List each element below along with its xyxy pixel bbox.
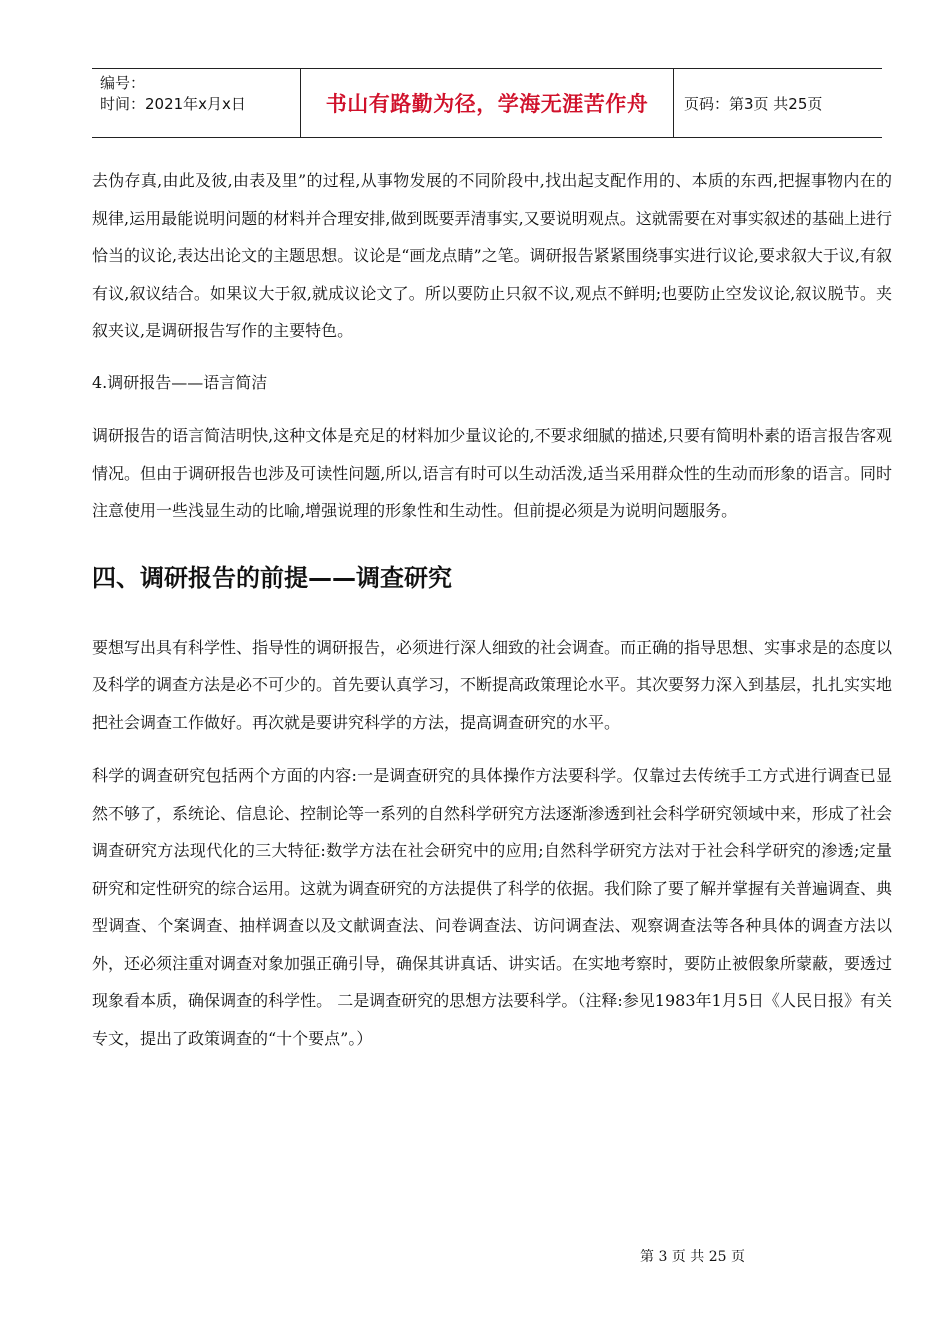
paragraph-investigation-intro: 要想写出具有科学性、指导性的调研报告，必须进行深人细致的社会调查。而正确的指导思想、实事求是的态度以及科学的调查方法是必不可少的。首先要认真学习，不断提高政策理论水平。其次要努力深入到基层，扎扎实实地把社会调查工作做好。再次就是要讲究科学的方法，提高调查研究的水平。 bbox=[92, 637, 893, 732]
header-page-label: 页码：第3页 共25页 bbox=[684, 94, 823, 113]
header-motto: 书山有路勤为径，学海无涯苦作舟 bbox=[325, 92, 649, 116]
page-footer: 第 3 页 共 25 页 bbox=[640, 1249, 745, 1265]
page-header bbox=[92, 68, 882, 138]
paragraph-continued: 去伪存真,由此及彼,由表及里”的过程,从事物发展的不同阶段中,找出起支配作用的、本质的东西,把握事物内在的规律,运用最能说明问题的材料并合理安排,做到既要弄清事实,又要说明观点。这就需要在对事实叙述的基础上进行恰当的议论,表达出论文的主题思想。议论是“画龙点睛”之笔。调研报告紧紧围绕事实进行议论,要求叙大于议,有叙有议,叙议结合。如果议大于叙,就成议论文了。所以要防止只叙不议,观点不鲜明;也要防止空发议论,叙议脱节。夹叙夹议,是调研报告写作的主要特色。 bbox=[92, 171, 892, 340]
document-body bbox=[92, 162, 892, 1057]
paragraph-language: 调研报告的语言简洁明快,这种文体是充足的材料加少量议论的,不要求细腻的描述,只要有简明朴素的语言报告客观情况。但由于调研报告也涉及可读性问题,所以,语言有时可以生动活泼,适当采用群众性的生动而形象的语言。同时注意使用一些浅显生动的比喻,增强说理的形象性和生动性。但前提必须是为说明问题服务。 bbox=[92, 426, 892, 520]
document-number-label: 编号： bbox=[100, 74, 146, 92]
paragraph-scientific-methods: 科学的调查研究包括两个方面的内容:一是调查研究的具体操作方法要科学。仅靠过去传统手工方式进行调查已显然不够了，系统论、信息论、控制论等一系列的自然科学研究方法逐渐渗透到社会科学研究领域中来，形成了社会调查研究方法现代化的三大特征:数学方法在社会研究中的应用;自然科学研究方法对于社会科学研究的渗透;定量研究和定性研究的综合运用。这就为调查研究的方法提供了科学的依据。我们除了要了解并掌握有关普遍调查、典型调查、个案调查、抽样调查以及文献调查法、问卷调查法、访问调查法、观察调查法等各种具体的调查方法以外，还必须注重对调查对象加强正确引导，确保其讲真话、讲实话。在实地考察时，要防止被假象所蒙蔽，要透过现象看本质，确保调查的科学性。 二是调查研究的思想方法要科学。（注释:参见1983年1月5日《人民日报》有关专文，提出了政策调查的“十个要点”。） bbox=[92, 766, 893, 1048]
header-motto-cell bbox=[300, 69, 674, 137]
subheading-language-concise: 4.调研报告——语言简洁 bbox=[92, 372, 268, 392]
header-meta bbox=[92, 69, 300, 137]
document-time-label: 时间：2021年x月x日 bbox=[100, 95, 246, 113]
section-heading-four: 四、调研报告的前提——调查研究 bbox=[92, 563, 452, 592]
